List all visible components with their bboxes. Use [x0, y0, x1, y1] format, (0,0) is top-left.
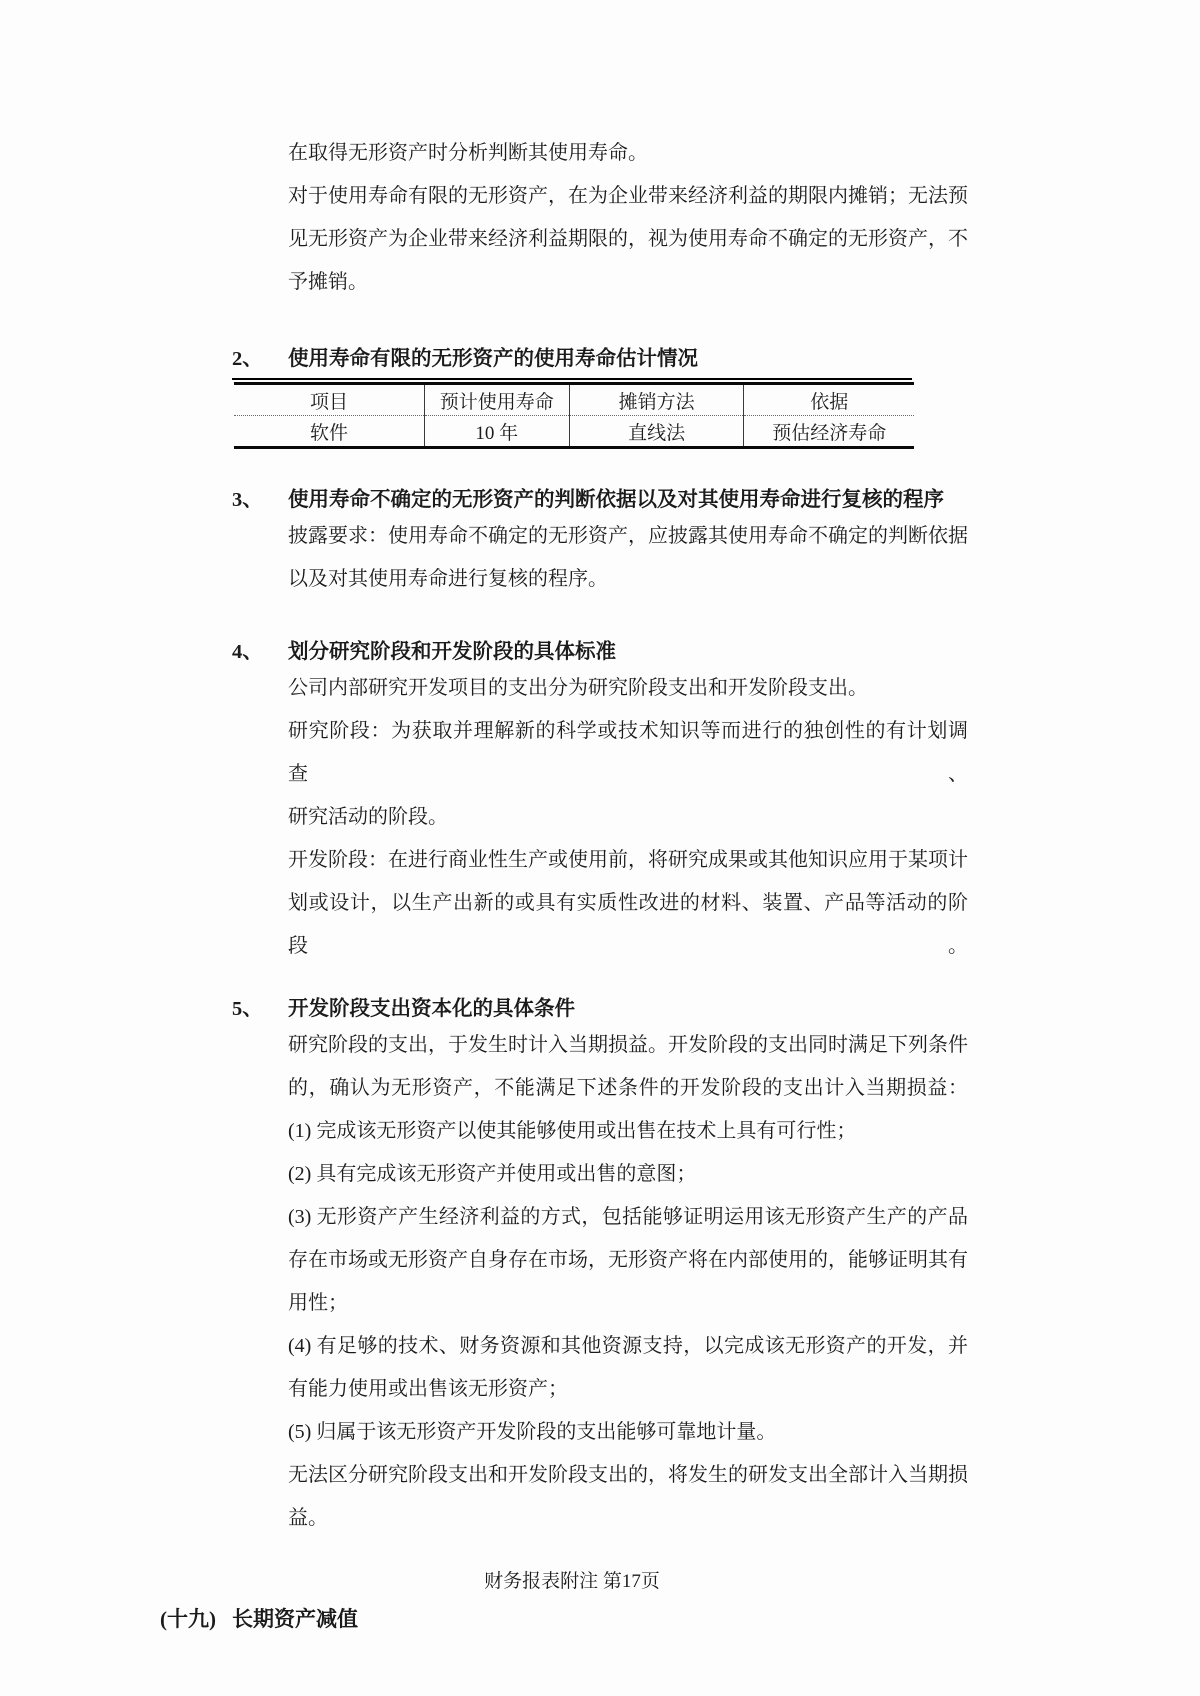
text-line: 公司内部研究开发项目的支出分为研究阶段支出和开发阶段支出。 [288, 677, 868, 699]
section-number: 4、 [232, 641, 263, 663]
section-2 [232, 344, 912, 380]
table-header-cell: 项目 [309, 391, 348, 413]
text-line: 研究活动的阶段。 [288, 806, 448, 828]
table-header-cell: 依据 [744, 384, 914, 416]
intro-paragraph [232, 132, 968, 304]
text-line: 用性； [288, 1292, 348, 1314]
section-number: 2、 [232, 348, 263, 370]
section-title: 划分研究阶段和开发阶段的具体标准 [288, 641, 616, 663]
text-line: (3) 无形资产产生经济利益的方式，包括能够证明运用该无形资产生产的产品 [288, 1206, 968, 1228]
text-line: (1) 完成该无形资产以使其能够使用或出售在技术上具有可行性； [288, 1120, 857, 1142]
text-line: 研究阶段的支出，于发生时计入当期损益。开发阶段的支出同时满足下列条件 [288, 1034, 968, 1056]
section-number: 5、 [232, 998, 263, 1020]
table-header-cell: 摊销方法 [569, 384, 744, 416]
text-line: (5) 归属于该无形资产开发阶段的支出能够可靠地计量。 [288, 1421, 777, 1443]
text-line: 存在市场或无形资产自身存在市场，无形资产将在内部使用的，能够证明其有 [288, 1249, 968, 1271]
table-cell: 预估经济寿命 [744, 416, 914, 448]
section-4 [232, 637, 968, 968]
text-line: 划或设计，以生产出新的或具有实质性改进的材料、装置、产品等活动的阶段。 [288, 892, 968, 957]
text-line: 有能力使用或出售该无形资产； [288, 1378, 568, 1400]
section-number: (十九) [160, 1607, 216, 1631]
table-cell: 直线法 [569, 416, 744, 448]
section-title: 使用寿命有限的无形资产的使用寿命估计情况 [288, 348, 698, 370]
table-cell: 10 年 [424, 416, 569, 448]
section-title: 使用寿命不确定的无形资产的判断依据以及对其使用寿命进行复核的程序 [288, 489, 944, 511]
text-line: 以及对其使用寿命进行复核的程序。 [288, 568, 608, 590]
section-19-heading [160, 1604, 968, 1634]
text-line: (2) 具有完成该无形资产并使用或出售的意图； [288, 1163, 697, 1185]
page-content [160, 132, 968, 1634]
text-line: 无法区分研究阶段支出和开发阶段支出的，将发生的研发支出全部计入当期损 [288, 1464, 968, 1486]
text-line: (4) 有足够的技术、财务资源和其他资源支持，以完成该无形资产的开发，并 [288, 1335, 968, 1357]
section-4-heading [232, 637, 968, 667]
section-3 [232, 485, 968, 601]
text-line: 披露要求：使用寿命不确定的无形资产，应披露其使用寿命不确定的判断依据 [288, 525, 968, 547]
table-cell: 软件 [309, 422, 348, 444]
section-title: 开发阶段支出资本化的具体条件 [288, 998, 575, 1020]
section-3-heading [232, 485, 968, 515]
intro-line: 对于使用寿命有限的无形资产，在为企业带来经济利益的期限内摊销；无法预 [288, 185, 968, 207]
intro-line: 予摊销。 [288, 271, 368, 293]
text-line: 开发阶段：在进行商业性生产或使用前，将研究成果或其他知识应用于某项计 [288, 849, 968, 871]
section-title: 长期资产减值 [232, 1607, 358, 1631]
text-line: 的，确认为无形资产，不能满足下述条件的开发阶段的支出计入当期损益： [288, 1077, 968, 1099]
section-5 [232, 994, 968, 1540]
table-header-row [234, 384, 914, 416]
table-header-cell: 预计使用寿命 [424, 384, 569, 416]
section-2-heading [232, 344, 912, 374]
useful-life-table [234, 382, 914, 449]
intro-line: 见无形资产为企业带来经济利益期限的，视为使用寿命不确定的无形资产，不 [288, 228, 968, 250]
section-number: 3、 [232, 489, 263, 511]
page-footer: 财务报表附注 第17页 [484, 1571, 660, 1592]
table-row [234, 416, 914, 448]
text-line: 研究阶段：为获取并理解新的科学或技术知识等而进行的独创性的有计划调查、 [288, 720, 968, 785]
section-5-heading [232, 994, 968, 1024]
text-line: 益。 [288, 1507, 328, 1529]
intro-line: 在取得无形资产时分析判断其使用寿命。 [288, 142, 648, 164]
